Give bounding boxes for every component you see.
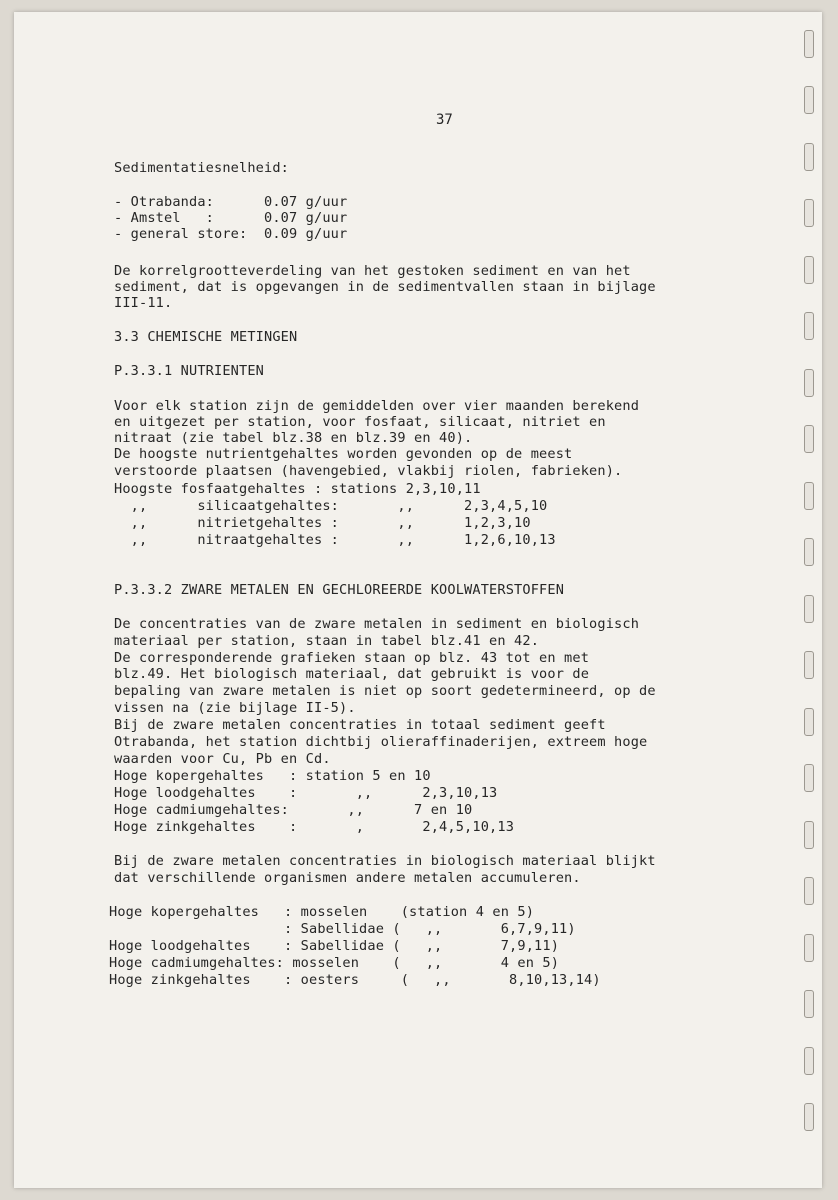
binding-hole <box>804 425 814 453</box>
text-line: Hoge cadmiumgehaltes: mosselen ( ,, 4 en 5) <box>109 955 560 971</box>
text-line: sediment, dat is opgevangen in de sedimentvallen staan in bijlage <box>114 279 656 295</box>
text-line: ,, nitraatgehaltes : ,, 1,2,6,10,13 <box>114 532 556 548</box>
binding-hole <box>804 990 814 1018</box>
text-line: Hoge zinkgehaltes : , 2,4,5,10,13 <box>114 819 515 835</box>
binding-hole <box>804 312 814 340</box>
text-line: Bij de zware metalen concentraties in biologisch materiaal blijkt <box>114 853 656 869</box>
binding-hole <box>804 256 814 284</box>
page-number: 37 <box>436 112 453 128</box>
text-line: Hoge loodgehaltes : Sabellidae ( ,, 7,9,11) <box>109 938 560 954</box>
text-line: blz.49. Het biologisch materiaal, dat gebruikt is voor de <box>114 666 590 682</box>
binding-hole <box>804 86 814 114</box>
text-line: verstoorde plaatsen (havengebied, vlakbij riolen, fabrieken). <box>114 463 623 479</box>
text-line: Hoge kopergehaltes : station 5 en 10 <box>114 768 431 784</box>
text-line: Hoogste fosfaatgehaltes : stations 2,3,10,11 <box>114 481 481 497</box>
binding-hole <box>804 708 814 736</box>
text-line: Hoge cadmiumgehaltes: ,, 7 en 10 <box>114 802 473 818</box>
text-line: - general store: 0.09 g/uur <box>114 226 348 242</box>
text-line: bepaling van zware metalen is niet op soort gedetermineerd, op de <box>114 683 656 699</box>
text-line: - Amstel : 0.07 g/uur <box>114 210 348 226</box>
text-line: vissen na (zie bijlage II-5). <box>114 700 356 716</box>
text-line: Hoge zinkgehaltes : oesters ( ,, 8,10,13,14) <box>109 972 601 988</box>
text-line: Hoge kopergehaltes : mosselen (station 4 en 5) <box>109 904 535 920</box>
binding-hole <box>804 1047 814 1075</box>
text-line: ,, nitrietgehaltes : ,, 1,2,3,10 <box>114 515 531 531</box>
binding-hole <box>804 595 814 623</box>
text-line: Voor elk station zijn de gemiddelden over vier maanden berekend <box>114 398 640 414</box>
text-line: Bij de zware metalen concentraties in totaal sediment geeft <box>114 717 606 733</box>
text-line: materiaal per station, staan in tabel blz.41 en 42. <box>114 633 540 649</box>
subsection-heading: P.3.3.1 NUTRIENTEN <box>114 363 265 379</box>
text-line: De korrelgrootteverdeling van het gestoken sediment en van het <box>114 263 631 279</box>
binding-hole <box>804 369 814 397</box>
text-line: waarden voor Cu, Pb en Cd. <box>114 751 331 767</box>
binding-hole <box>804 877 814 905</box>
binding-holes <box>784 12 824 1188</box>
document-page <box>14 12 822 1188</box>
text-line: De corresponderende grafieken staan op blz. 43 tot en met <box>114 650 590 666</box>
binding-hole <box>804 30 814 58</box>
text-line: - Otrabanda: 0.07 g/uur <box>114 194 348 210</box>
text-line: ,, silicaatgehaltes: ,, 2,3,4,5,10 <box>114 498 548 514</box>
subsection-heading: P.3.3.2 ZWARE METALEN EN GECHLOREERDE KOOLWATERSTOFFEN <box>114 582 565 598</box>
text-line: De hoogste nutrientgehaltes worden gevonden op de meest <box>114 446 573 462</box>
text-line: : Sabellidae ( ,, 6,7,9,11) <box>109 921 576 937</box>
text-line: Sedimentatiesnelheid: <box>114 160 290 176</box>
binding-hole <box>804 482 814 510</box>
binding-hole <box>804 1103 814 1131</box>
text-line: nitraat (zie tabel blz.38 en blz.39 en 40). <box>114 430 473 446</box>
binding-hole <box>804 934 814 962</box>
binding-hole <box>804 538 814 566</box>
text-line: Otrabanda, het station dichtbij olieraffinaderijen, extreem hoge <box>114 734 648 750</box>
text-line: dat verschillende organismen andere metalen accumuleren. <box>114 870 581 886</box>
binding-hole <box>804 651 814 679</box>
binding-hole <box>804 764 814 792</box>
text-line: en uitgezet per station, voor fosfaat, silicaat, nitriet en <box>114 414 606 430</box>
binding-hole <box>804 821 814 849</box>
text-line: III-11. <box>114 295 173 311</box>
binding-hole <box>804 199 814 227</box>
text-line: Hoge loodgehaltes : ,, 2,3,10,13 <box>114 785 498 801</box>
section-heading: 3.3 CHEMISCHE METINGEN <box>114 329 298 345</box>
text-line: De concentraties van de zware metalen in sediment en biologisch <box>114 616 640 632</box>
binding-hole <box>804 143 814 171</box>
